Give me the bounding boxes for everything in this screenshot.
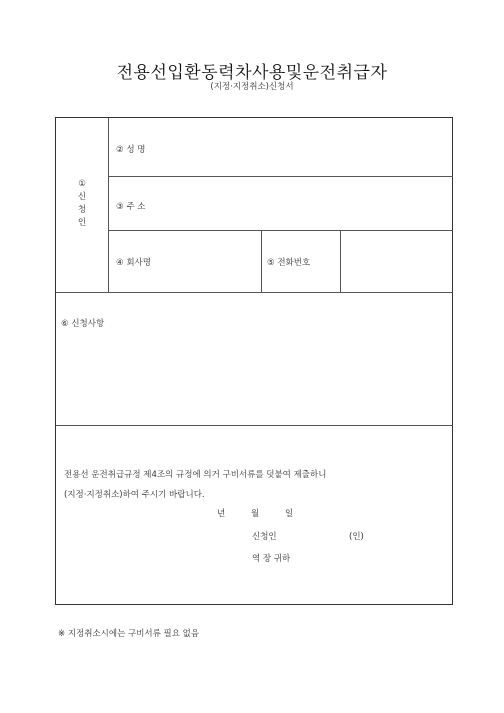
address-label: ③ 주 소	[116, 202, 146, 212]
name-label: ② 성 명	[116, 145, 146, 155]
applicant-section-label	[72, 178, 92, 230]
phone-label: ⑤ 전화번호	[267, 258, 311, 268]
applicant-char-1: 신	[77, 192, 87, 202]
footnote: ※ 지정취소시에는 구비서류 필요 없음	[58, 629, 200, 639]
applicant-char-2: 청	[77, 205, 87, 215]
declaration-line-2: (지정·지정취소)하여 주시기 바랍니다.	[64, 490, 205, 500]
date-year: 년	[217, 509, 226, 519]
date-day: 일	[285, 509, 294, 519]
col-divider-phone	[261, 230, 262, 292]
row-divider-name	[108, 176, 453, 177]
form-title: 전용선입환동력차사용및운전취급자	[116, 63, 388, 83]
applicant-section-number: ①	[78, 179, 86, 189]
row-divider-address	[108, 230, 453, 231]
company-label: ④ 회사명	[116, 258, 151, 268]
row-divider-applicant-bottom	[56, 292, 453, 293]
seal-mark: (인)	[349, 532, 364, 542]
applicant-char-3: 인	[77, 218, 87, 228]
declaration-line-1: 전용선 운전취급규정 제4조의 규정에 의거 구비서류를 덧붙여 제출하니	[64, 470, 327, 480]
application-form	[55, 117, 453, 605]
signature-applicant-label: 신청인	[252, 532, 277, 542]
col-divider-applicant	[108, 118, 109, 292]
row-divider-request-bottom	[56, 425, 453, 426]
recipient: 역 장 귀하	[252, 554, 291, 564]
request-label: ⑥ 신청사항	[61, 319, 105, 329]
date-month: 월	[251, 509, 260, 519]
form-subtitle: (지정·지정취소)신청서	[210, 82, 294, 92]
col-divider-phone-value	[340, 230, 341, 292]
